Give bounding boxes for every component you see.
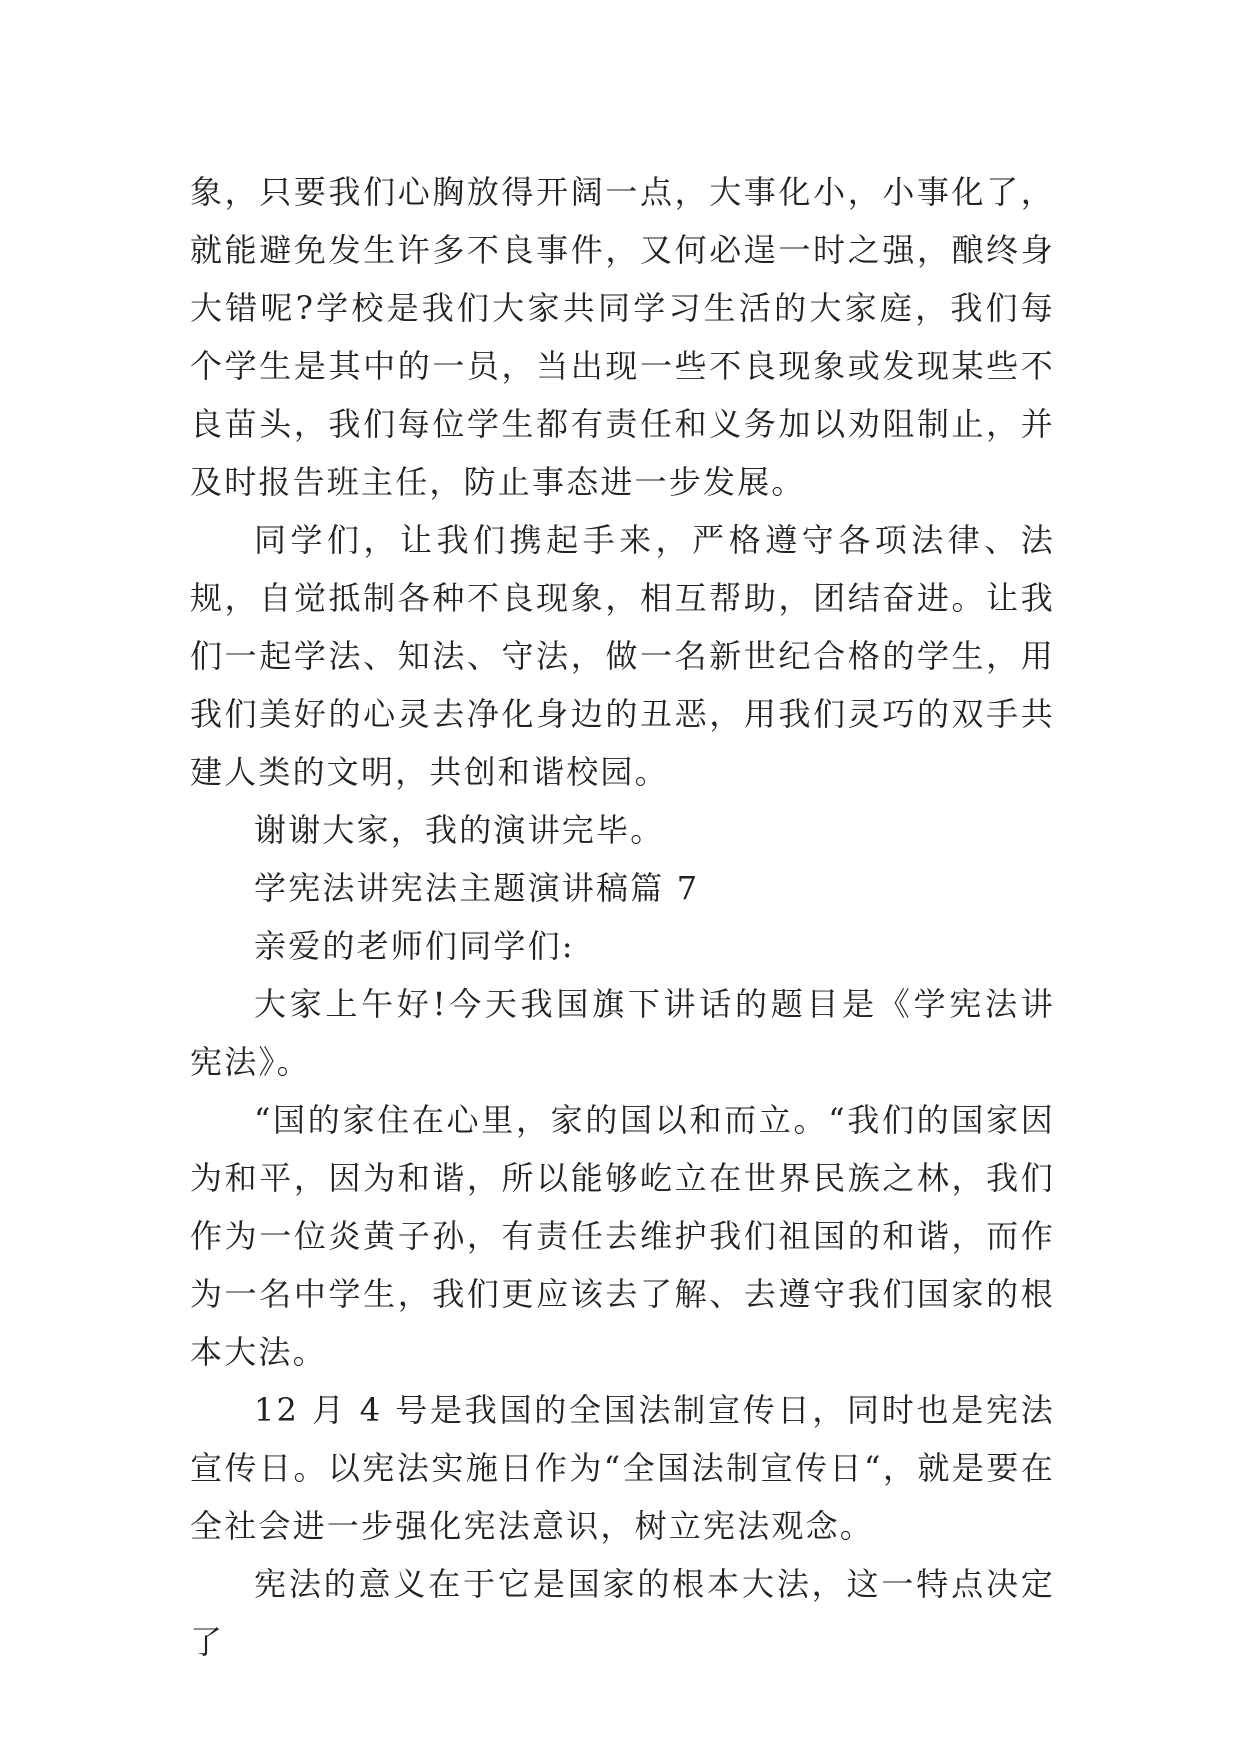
paragraph-7: “国的家住在心里，家的国以和而立。“我们的国家因为和平，因为和谐，所以能够屹立在世界民族之林，我们作为一位炎黄子孙，有责任去维护我们祖国的和谐，而作为一名中学生，我们更应该去了解、去遵守我们国家的根本大法。	[190, 1101, 1055, 1371]
section-heading: 学宪法讲宪法主题演讲稿篇 7	[254, 869, 700, 907]
paragraph-1: 象，只要我们心胸放得开阔一点，大事化小，小事化了，就能避免发生许多不良事件，又何必逞一时之强，酿终身大错呢?学校是我们大家共同学习生活的大家庭，我们每个学生是其中的一员，当出现一些不良现象或发现某些不良苗头，我们每位学生都有责任和义务加以劝阻制止，并及时报告班主任，防止事态进一步发展。	[190, 173, 1055, 501]
paragraph-8: 12 月 4 号是我国的全国法制宣传日，同时也是宪法宣传日。以宪法实施日作为“全国法制宣传日“，就是要在全社会进一步强化宪法意识，树立宪法观念。	[190, 1391, 1055, 1545]
document-body	[190, 163, 1055, 1671]
paragraph-2: 同学们，让我们携起手来，严格遵守各项法律、法规，自觉抵制各种不良现象，相互帮助，团结奋进。让我们一起学法、知法、守法，做一名新世纪合格的学生，用我们美好的心灵去净化身边的丑恶，用我们灵巧的双手共建人类的文明，共创和谐校园。	[190, 521, 1055, 791]
paragraph-6: 大家上午好!今天我国旗下讲话的题目是《学宪法讲宪法》。	[190, 985, 1055, 1081]
salutation: 亲爱的老师们同学们:	[254, 927, 575, 965]
paragraph-3: 谢谢大家，我的演讲完毕。	[254, 811, 665, 849]
paragraph-9: 宪法的意义在于它是国家的根本大法，这一特点决定了	[190, 1565, 1055, 1661]
